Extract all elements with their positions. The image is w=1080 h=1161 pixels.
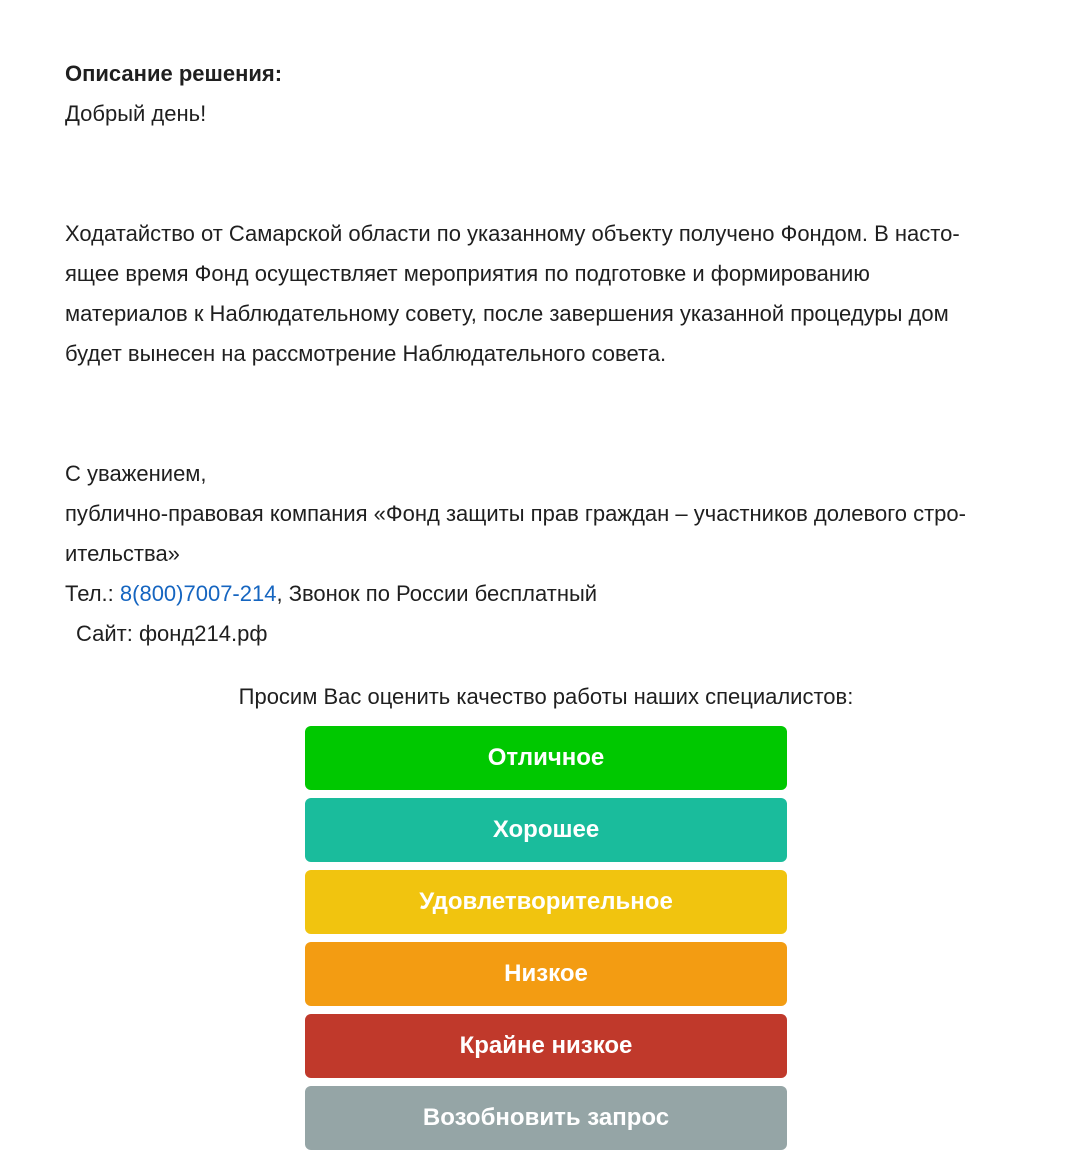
- greeting: Добрый день!: [65, 101, 207, 126]
- closing: С уважением,: [65, 461, 207, 486]
- org-line: публично-правовая компания «Фонд защиты прав граждан – участников долевого стро-: [65, 501, 966, 526]
- spacer: [65, 134, 1025, 214]
- body-line: ящее время Фонд осуществляет мероприятия по подготовке и формированию: [65, 261, 870, 286]
- phone-link[interactable]: 8(800)7007-214: [119, 581, 277, 606]
- body-line: Ходатайство от Самарской области по указанному объекту получено Фондом. В насто-: [65, 221, 960, 246]
- phone-label: Тел.:: [65, 581, 120, 606]
- org-line: ительства»: [65, 541, 180, 566]
- phone-note: , Звонок по России бесплатный: [276, 581, 598, 606]
- body-line: будет вынесен на рассмотрение Наблюдательного совета.: [65, 341, 667, 366]
- rating-very-low-button[interactable]: Крайне низкое: [305, 1014, 787, 1078]
- rating-excellent-button[interactable]: Отличное: [305, 726, 787, 790]
- reopen-request-button[interactable]: Возобновить запрос: [305, 1086, 787, 1150]
- message-body: [65, 54, 1025, 654]
- rating-low-button[interactable]: Низкое: [305, 942, 787, 1006]
- solution-heading: Описание решения:: [65, 61, 283, 86]
- rating-good-button[interactable]: Хорошее: [305, 798, 787, 862]
- spacer: [65, 374, 1025, 454]
- rating-buttons: [305, 726, 787, 1158]
- rating-satisfactory-button[interactable]: Удовлетворительное: [305, 870, 787, 934]
- site-line: Сайт: фонд214.рф: [76, 621, 268, 646]
- phone-line: [65, 574, 1025, 614]
- body-line: материалов к Наблюдательному совету, после завершения указанной процедуры дом: [65, 301, 949, 326]
- rating-prompt: Просим Вас оценить качество работы наших специалистов:: [238, 684, 854, 709]
